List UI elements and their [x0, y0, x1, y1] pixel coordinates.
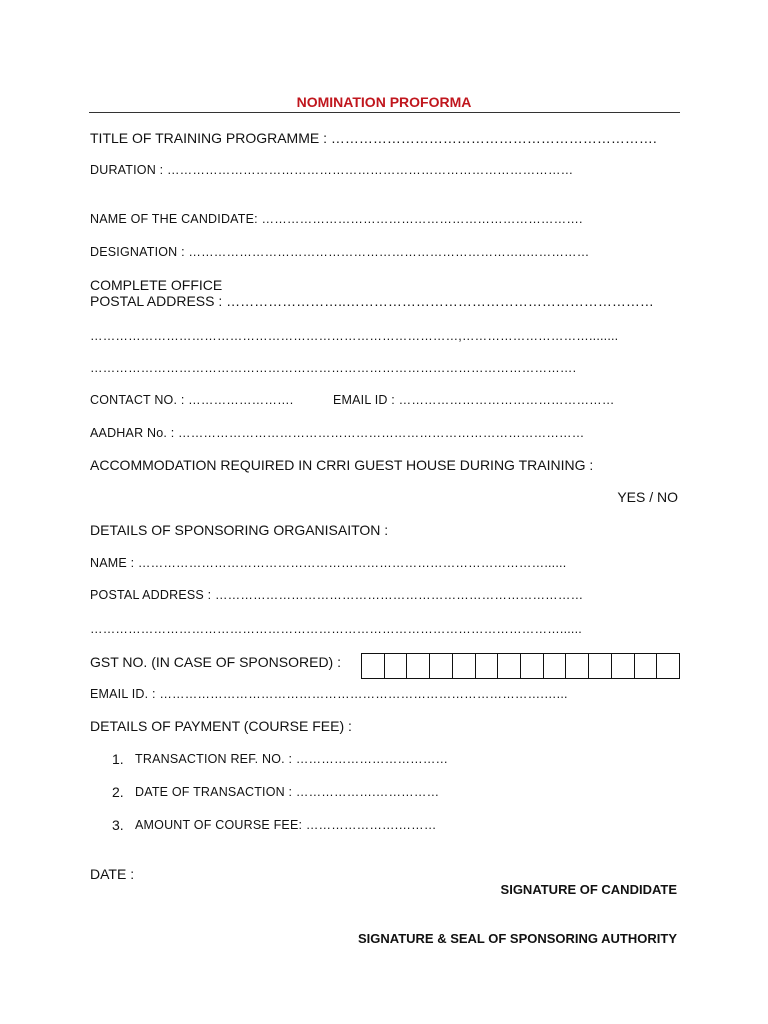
gst-character-box[interactable] — [612, 654, 635, 678]
gst-label: GST NO. (IN CASE OF SPONSORED) : — [90, 654, 341, 670]
yes-no-option[interactable]: YES / NO — [617, 489, 678, 505]
sponsor-heading: DETAILS OF SPONSORING ORGANISAITON : — [90, 522, 389, 538]
aadhar-no-field[interactable]: AADHAR No. : …………………………………………………………………………………… — [90, 426, 585, 440]
gst-character-box[interactable] — [544, 654, 567, 678]
email-id-field[interactable]: EMAIL ID : …………………………………………… — [333, 393, 615, 407]
transaction-ref-field[interactable]: TRANSACTION REF. NO. : ……………………………… — [135, 752, 449, 766]
sponsor-name-field[interactable]: NAME : ……………………………………………………………………………………...... — [90, 556, 567, 570]
payment-heading: DETAILS OF PAYMENT (COURSE FEE) : — [90, 718, 352, 734]
payment-item-number: 1. — [112, 751, 124, 767]
candidate-name-field[interactable]: NAME OF THE CANDIDATE: …………………………………………………………………. — [90, 212, 583, 226]
payment-item-number: 3. — [112, 817, 124, 833]
candidate-signature-label: SIGNATURE OF CANDIDATE — [500, 882, 677, 897]
designation-field[interactable]: DESIGNATION : ……………………………………………………………………..…………… — [90, 245, 590, 259]
address-line-3[interactable]: ……………………………………………………………………………………………………. — [90, 361, 577, 375]
title-rule — [89, 112, 680, 113]
gst-character-box[interactable] — [657, 654, 679, 678]
date-field[interactable]: DATE : — [90, 866, 135, 882]
gst-number-boxes[interactable] — [361, 653, 680, 679]
authority-signature-label: SIGNATURE & SEAL OF SPONSORING AUTHORITY — [357, 931, 677, 946]
office-address-label: COMPLETE OFFICE — [90, 277, 223, 293]
transaction-date-field[interactable]: DATE OF TRANSACTION : ……………….…………… — [135, 785, 440, 799]
contact-no-field[interactable]: CONTACT NO. : ……………………. — [90, 393, 294, 407]
accommodation-question: ACCOMMODATION REQUIRED IN CRRI GUEST HOUSE DURING TRAINING : — [90, 457, 594, 473]
gst-character-box[interactable] — [566, 654, 589, 678]
payment-item-number: 2. — [112, 784, 124, 800]
postal-address-field[interactable]: POSTAL ADDRESS : ……………………..………………………………………………………… — [90, 293, 654, 309]
gst-character-box[interactable] — [430, 654, 453, 678]
address-line-2[interactable]: ……………………………………………………………………………,…………………………........ — [90, 329, 619, 343]
gst-character-box[interactable] — [385, 654, 408, 678]
gst-character-box[interactable] — [362, 654, 385, 678]
gst-character-box[interactable] — [407, 654, 430, 678]
training-programme-field[interactable]: TITLE OF TRAINING PROGRAMME : ……………………………………………………………. — [90, 130, 657, 146]
form-title: NOMINATION PROFORMA — [296, 94, 472, 110]
gst-character-box[interactable] — [521, 654, 544, 678]
duration-field[interactable]: DURATION : …………………………………………………………………………………… — [90, 163, 574, 177]
gst-character-box[interactable] — [453, 654, 476, 678]
sponsor-address-line-2[interactable]: …………………………………………………………………………………………………...... — [90, 622, 582, 636]
course-fee-amount-field[interactable]: AMOUNT OF COURSE FEE: ………………….……… — [135, 818, 437, 832]
sponsor-email-field[interactable]: EMAIL ID. : ……………………………………………………………………………….…... — [90, 687, 568, 701]
gst-character-box[interactable] — [589, 654, 612, 678]
gst-character-box[interactable] — [635, 654, 658, 678]
sponsor-address-field[interactable]: POSTAL ADDRESS : …………………………………………………………………………… — [90, 588, 584, 602]
gst-character-box[interactable] — [476, 654, 499, 678]
gst-character-box[interactable] — [498, 654, 521, 678]
